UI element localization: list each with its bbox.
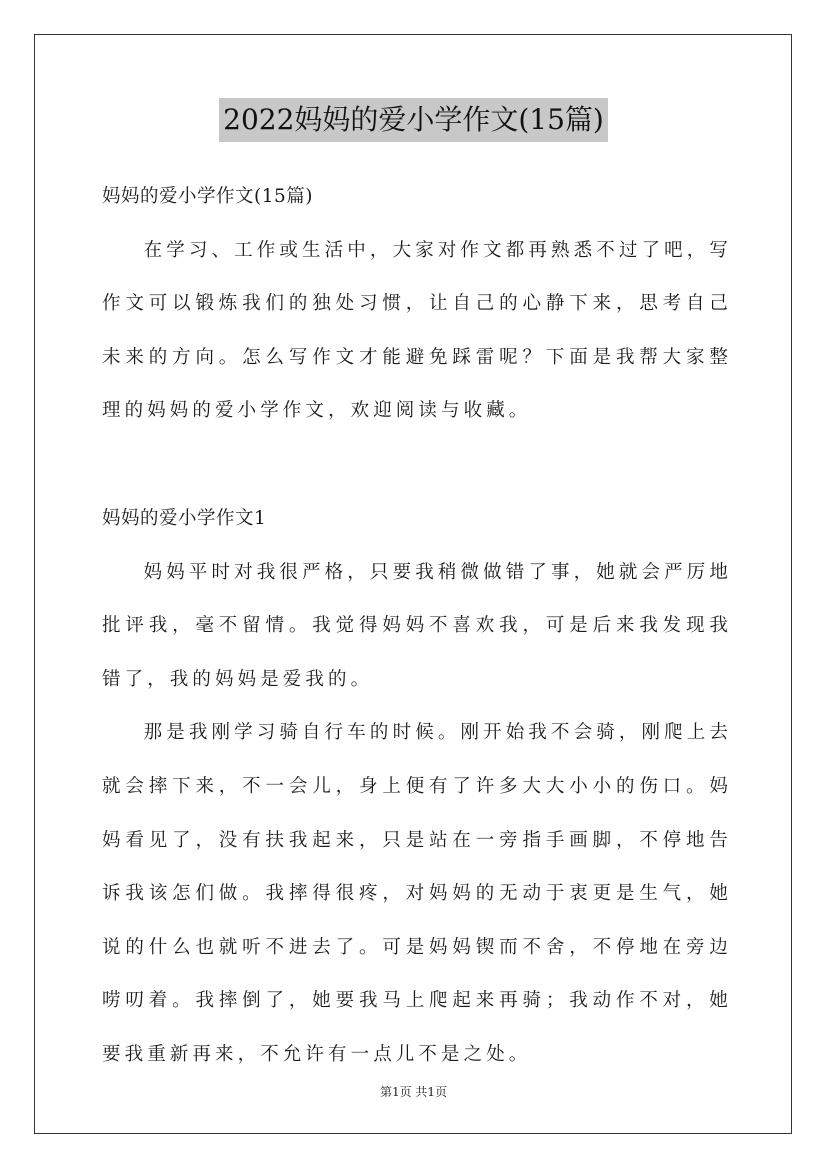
title-container (0, 98, 827, 142)
body-paragraph: 那是我刚学习骑自行车的时候。刚开始我不会骑，刚爬上去就会摔下来，不一会儿，身上便有了许多大大小小的伤口。妈妈看见了，没有扶我起来，只是站在一旁指手画脚，不停地告诉我该怎们做。我摔得很疼，对妈妈的无动于衷更是生气，她说的什么也就听不进去了。可是妈妈锲而不舍，不停地在旁边唠叨着。我摔倒了，她要我马上爬起来再骑；我动作不对，她要我重新再来，不允许有一点儿不是之处。 (102, 722, 732, 1065)
section-heading: 妈妈的爱小学作文1 (102, 507, 267, 529)
document-subtitle: 妈妈的爱小学作文(15篇) (102, 186, 313, 207)
intro-paragraph: 在学习、工作或生活中，大家对作文都再熟悉不过了吧，写作文可以锻炼我们的独处习惯，让自己的心静下来，思考自己未来的方向。怎么写作文才能避免踩雷呢？下面是我帮大家整理的妈妈的爱小学作文，欢迎阅读与收藏。 (102, 239, 732, 422)
document-title: 2022妈妈的爱小学作文(15篇) (219, 98, 608, 142)
document-body (102, 170, 732, 1082)
page-footer: 第1页 共1页 (379, 1085, 448, 1099)
section-spacer (102, 438, 732, 492)
body-paragraph: 妈妈平时对我很严格，只要我稍微做错了事，她就会严厉地批评我，毫不留情。我觉得妈妈不喜欢我，可是后来我发现我错了，我的妈妈是爱我的。 (102, 561, 732, 690)
